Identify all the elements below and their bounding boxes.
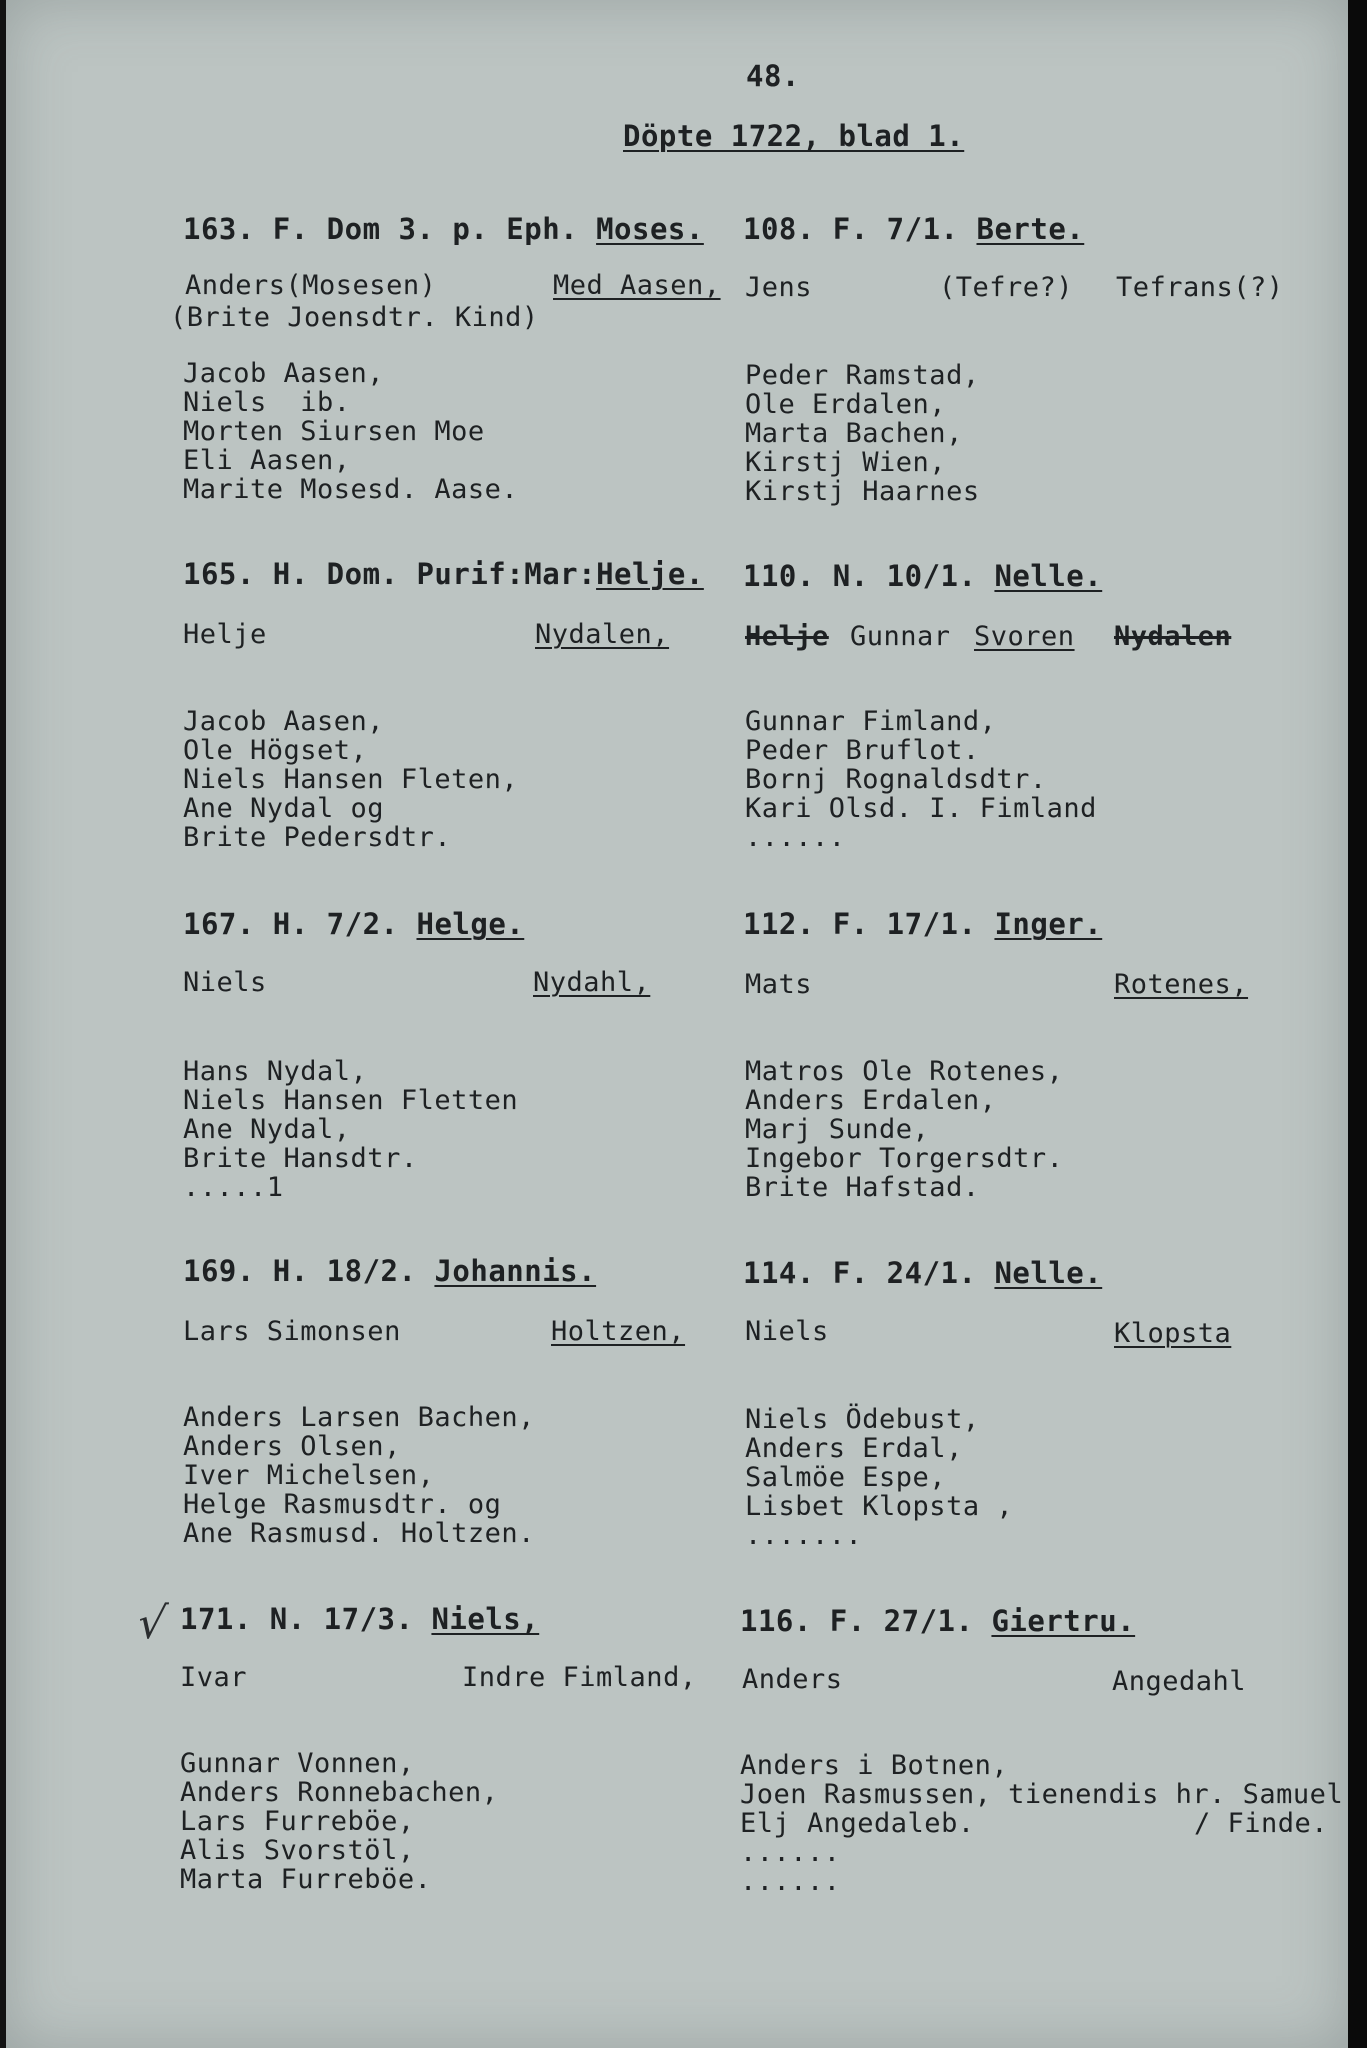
sponsor-name: Marta Furreböe. <box>180 1864 432 1895</box>
parent-name: Niels <box>745 1316 829 1347</box>
sponsor-name: Niels Ödebust, <box>745 1404 980 1435</box>
sponsor-name: Peder Bruflot. <box>745 735 980 766</box>
sponsor-name: Ane Nydal, <box>183 1114 351 1145</box>
child-name: Inger. <box>994 907 1103 941</box>
place-name: Svoren <box>974 621 1075 652</box>
sponsor-name: Marta Bachen, <box>745 418 963 449</box>
child-name: Nelle. <box>994 1256 1103 1290</box>
entry-heading <box>743 1256 1103 1290</box>
sponsor-name: Ane Nydal og <box>183 793 385 824</box>
child-name: Giertru. <box>991 1604 1136 1638</box>
sponsor-name: Marite Mosesd. Aase. <box>183 474 519 505</box>
sponsor-name: Ole Högset, <box>183 735 368 766</box>
entry-heading-prefix: 171. N. 17/3. <box>180 1602 432 1636</box>
sponsor-name: Jacob Aasen, <box>183 706 385 737</box>
child-name: Helge. <box>416 907 525 941</box>
parent-name: Niels <box>183 967 267 998</box>
sponsor-name: ....... <box>745 1520 863 1551</box>
sponsor-name: Niels ib. <box>183 387 351 418</box>
child-name: Niels, <box>431 1602 540 1636</box>
entry-heading <box>183 1254 597 1288</box>
check-mark: √ <box>134 1598 170 1649</box>
sponsor-name: Bornj Rognaldsdtr. <box>745 764 1047 795</box>
sponsor-name: Ane Rasmusd. Holtzen. <box>183 1518 535 1549</box>
struck-out-text: Nydalen <box>1114 621 1232 652</box>
place-name: Klopsta <box>1114 1318 1232 1349</box>
entry-heading <box>183 557 704 591</box>
sponsor-name: Niels Hansen Fleten, <box>183 764 519 795</box>
sponsor-name: Kirstj Haarnes <box>745 476 980 507</box>
sponsor-name: ...... <box>745 822 846 853</box>
sponsor-name: Jacob Aasen, <box>183 358 385 389</box>
entry-heading <box>183 907 525 941</box>
sponsor-name: Morten Siursen Moe <box>183 416 485 447</box>
sponsor-name: Kirstj Wien, <box>745 447 947 478</box>
sponsor-name: Anders Olsen, <box>183 1431 401 1462</box>
sponsor-name: Eli Aasen, <box>183 445 351 476</box>
entry-heading-prefix: 165. H. Dom. Purif:Mar: <box>183 557 597 591</box>
child-name: Helje. <box>596 557 704 591</box>
parent-name: Helje <box>183 619 267 650</box>
place-name: Rotenes, <box>1114 969 1249 1000</box>
child-name: Moses. <box>596 212 704 246</box>
sponsor-name: Anders Ronnebachen, <box>180 1777 499 1808</box>
page-title: Döpte 1722, blad 1. <box>623 119 965 153</box>
parent-name: Lars Simonsen <box>183 1316 401 1347</box>
entry-heading <box>183 212 704 246</box>
sponsor-name: Marj Sunde, <box>745 1114 930 1145</box>
entry-heading-prefix: 167. H. 7/2. <box>183 907 417 941</box>
parent-name: Mats <box>745 969 813 1000</box>
place-name: Tefrans(?) <box>1116 272 1284 303</box>
sponsor-name: Elj Angedaleb. <box>740 1808 975 1839</box>
sponsor-name: Matros Ole Rotenes, <box>745 1056 1064 1087</box>
child-name: Johannis. <box>434 1254 597 1288</box>
entry-heading <box>743 559 1103 593</box>
sponsor-name: Hans Nydal, <box>183 1056 368 1087</box>
sponsor-note: / Finde. <box>1194 1808 1329 1839</box>
struck-out-text: Helje <box>745 621 829 652</box>
sponsor-name: Brite Hansdtr. <box>183 1143 418 1174</box>
entry-heading <box>743 212 1085 246</box>
sponsor-name: Peder Ramstad, <box>745 360 980 391</box>
place-name: Med Aasen, <box>553 270 721 301</box>
sponsor-name: Anders Larsen Bachen, <box>183 1402 535 1433</box>
entry-heading <box>740 1604 1136 1638</box>
sponsor-name: ...... <box>740 1866 841 1897</box>
sponsor-name: Joen Rasmussen, tienendis hr. Samuel <box>740 1779 1344 1810</box>
child-name: Nelle. <box>994 559 1103 593</box>
sponsor-name: Gunnar Vonnen, <box>180 1748 415 1779</box>
sponsor-name: Ingebor Torgersdtr. <box>745 1143 1064 1174</box>
entry-heading-prefix: 108. F. 7/1. <box>743 212 977 246</box>
child-name: Berte. <box>976 212 1085 246</box>
entry-heading-prefix: 110. N. 10/1. <box>743 559 995 593</box>
sponsor-name: ...... <box>740 1837 841 1868</box>
sponsor-name: Brite Hafstad. <box>745 1172 980 1203</box>
sponsor-name: Salmöe Espe, <box>745 1462 947 1493</box>
sponsor-name: Ole Erdalen, <box>745 389 947 420</box>
parent-name: Gunnar <box>850 621 951 652</box>
scan-right-edge <box>1348 0 1367 2048</box>
sponsor-name: Helge Rasmusdtr. og <box>183 1489 502 1520</box>
entry-note: (Brite Joensdtr. Kind) <box>170 302 539 333</box>
sponsor-name: Alis Svorstöl, <box>180 1835 415 1866</box>
sponsor-name: Lars Furreböe, <box>180 1806 415 1837</box>
place-name: Indre Fimland, <box>462 1662 697 1693</box>
entry-heading-prefix: 112. F. 17/1. <box>743 907 995 941</box>
place-name: Nydalen, <box>535 619 670 650</box>
sponsor-name: Kari Olsd. I. Fimland <box>745 793 1097 824</box>
sponsor-name: Gunnar Fimland, <box>745 706 997 737</box>
sponsor-name: Anders Erdal, <box>745 1433 963 1464</box>
parent-name: Anders <box>742 1664 843 1695</box>
parent-name: Jens <box>745 272 813 303</box>
entry-heading <box>180 1602 540 1636</box>
entry-heading-prefix: 114. F. 24/1. <box>743 1256 995 1290</box>
place-name: Nydahl, <box>533 967 651 998</box>
page-number: 48. <box>746 59 800 93</box>
place-name: Angedahl <box>1112 1666 1247 1697</box>
entry-heading-prefix: 116. F. 27/1. <box>740 1604 992 1638</box>
sponsor-name: Anders Erdalen, <box>745 1085 997 1116</box>
sponsor-name: .....1 <box>183 1172 284 1203</box>
sponsor-name: Niels Hansen Fletten <box>183 1085 519 1116</box>
sponsor-name: Lisbet Klopsta , <box>745 1491 1014 1522</box>
entry-heading-prefix: 163. F. Dom 3. p. Eph. <box>183 212 597 246</box>
entry-heading <box>743 907 1103 941</box>
sponsor-name: Iver Michelsen, <box>183 1460 435 1491</box>
parent-name: Anders(Mosesen) <box>185 270 437 301</box>
entry-heading-prefix: 169. H. 18/2. <box>183 1254 435 1288</box>
sponsor-name: Brite Pedersdtr. <box>183 822 452 853</box>
parent-name: Ivar <box>180 1662 248 1693</box>
sponsor-name: Anders i Botnen, <box>740 1750 1009 1781</box>
entry-note: (Tefre?) <box>939 272 1074 303</box>
place-name: Holtzen, <box>551 1316 686 1347</box>
